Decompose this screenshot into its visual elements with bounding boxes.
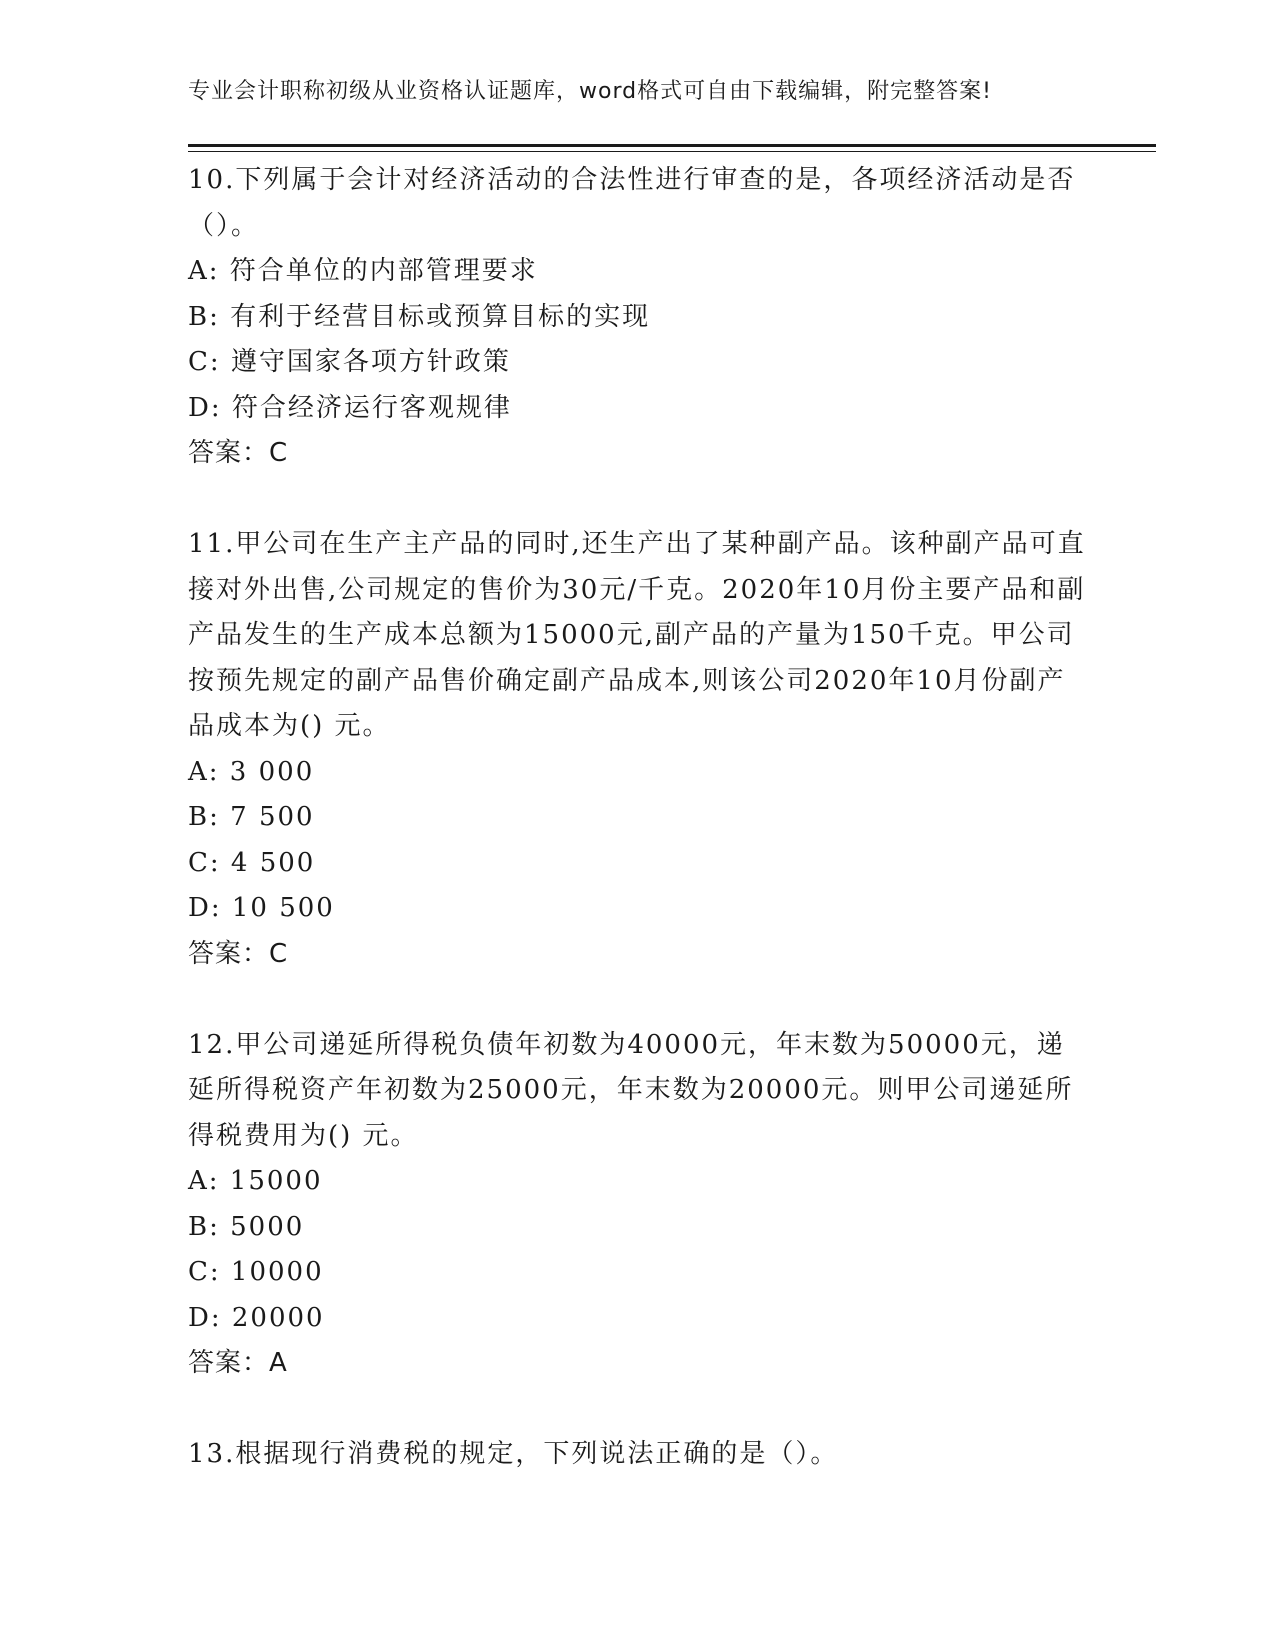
question-12 bbox=[188, 1023, 1088, 1387]
page-header: 专业会计职称初级从业资格认证题库，word格式可自由下载编辑，附完整答案! bbox=[188, 79, 992, 104]
question-stem: 11.甲公司在生产主产品的同时,还生产出了某种副产品。该种副产品可直接对外出售,公司规定的售价为30元/千克。2020年10月份主要产品和副产品发生的生产成本总额为15000元,副产品的产量为150千克。甲公司按预先规定的副产品售价确定副产品成本,则该公司2020年10月份副产品成本为() 元。 bbox=[188, 529, 1086, 741]
header-rule-thin bbox=[188, 151, 1156, 152]
question-11 bbox=[188, 522, 1088, 977]
answer-label: 答案：C bbox=[188, 938, 289, 969]
spacer bbox=[188, 1387, 1088, 1433]
question-stem: 13.根据现行消费税的规定，下列说法正确的是（）。 bbox=[188, 1439, 839, 1469]
option-a: A: 符合单位的内部管理要求 bbox=[188, 256, 538, 286]
question-10 bbox=[188, 158, 1088, 477]
option-a: A: 15000 bbox=[188, 1166, 323, 1196]
spacer bbox=[188, 977, 1088, 1023]
option-c: C: 4 500 bbox=[188, 847, 316, 878]
question-list bbox=[188, 158, 1088, 1478]
option-b: B: 5000 bbox=[188, 1211, 305, 1242]
question-stem: 12.甲公司递延所得税负债年初数为40000元，年末数为50000元，递延所得税资产年初数为25000元，年末数为20000元。则甲公司递延所得税费用为() 元。 bbox=[188, 1029, 1074, 1151]
option-d: D: 10 500 bbox=[188, 893, 335, 923]
option-d: D: 符合经济运行客观规律 bbox=[188, 392, 512, 423]
answer-label: 答案：A bbox=[188, 1348, 288, 1378]
option-a: A: 3 000 bbox=[188, 756, 315, 787]
option-b: B: 有利于经营目标或预算目标的实现 bbox=[188, 301, 651, 332]
question-13 bbox=[188, 1432, 1088, 1478]
question-stem: 10.下列属于会计对经济活动的合法性进行审查的是，各项经济活动是否（）。 bbox=[188, 165, 1076, 241]
spacer bbox=[188, 477, 1088, 523]
header-rule-thick bbox=[188, 144, 1156, 147]
option-d: D: 20000 bbox=[188, 1302, 325, 1333]
answer-label: 答案：C bbox=[188, 438, 289, 468]
option-c: C: 遵守国家各项方针政策 bbox=[188, 347, 511, 377]
option-c: C: 10000 bbox=[188, 1257, 324, 1287]
option-b: B: 7 500 bbox=[188, 802, 315, 832]
